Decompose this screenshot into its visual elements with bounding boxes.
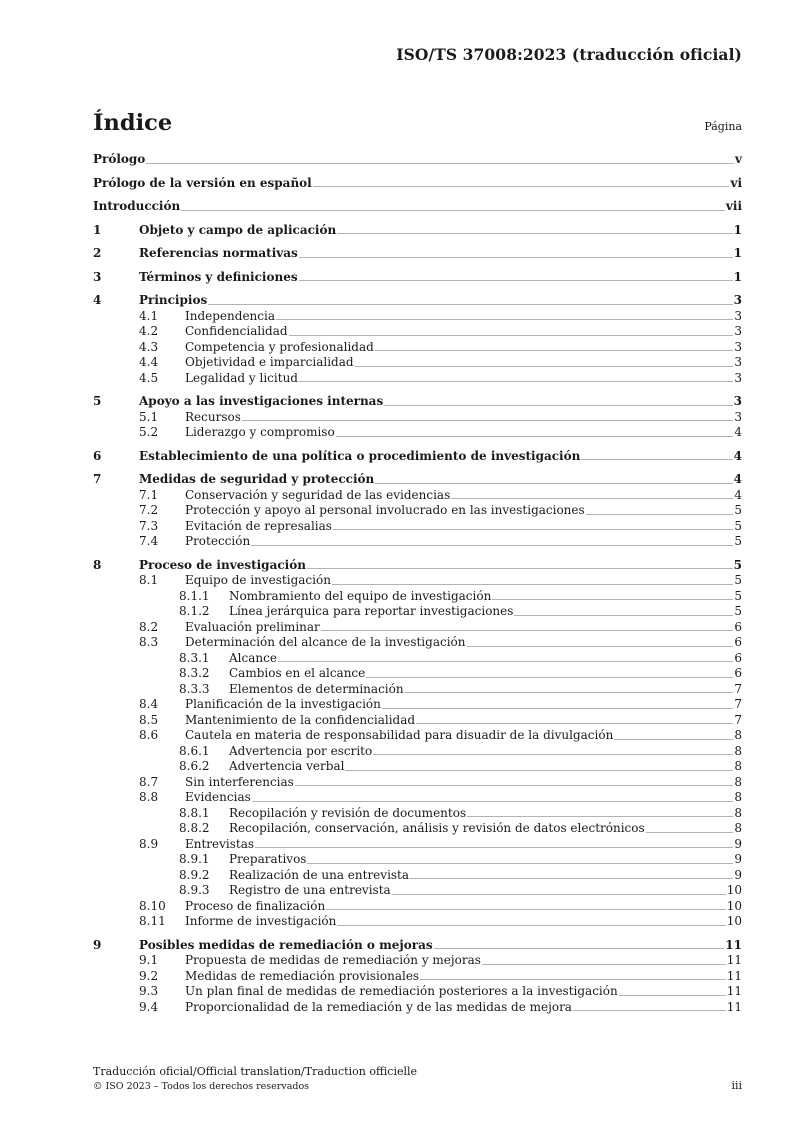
dot-leader: [614, 739, 733, 740]
toc-entry-number: 8.3.1: [179, 650, 210, 665]
toc-entry-number: 8.6.2: [179, 759, 210, 773]
dot-leader: [295, 785, 734, 786]
toc-entry-page: 5: [734, 604, 742, 618]
toc-entry-number: 4.2: [139, 324, 159, 338]
dot-leader: [255, 847, 733, 848]
toc-entry-page: 3: [734, 370, 742, 385]
toc-entry-title: Equipo de investigación: [185, 573, 331, 587]
toc-entry-title: Planificación de la investigación: [185, 697, 381, 711]
toc-entry-title: Un plan final de medidas de remediación posteriores a la investigación: [185, 984, 618, 998]
toc-entry-page: 5: [733, 557, 742, 572]
toc-entry-number: 7.1: [139, 487, 159, 502]
toc-entry-title: Evaluación preliminar: [185, 619, 320, 634]
dot-leader: [384, 405, 732, 406]
dot-leader: [307, 568, 733, 569]
toc-entry-page: 4: [733, 448, 742, 463]
dot-leader: [366, 677, 733, 678]
dot-leader: [146, 163, 734, 164]
dot-leader: [289, 335, 734, 336]
toc-entry-page: 4: [733, 472, 742, 486]
toc-entry-page: 11: [726, 999, 742, 1014]
toc-entry[interactable]: [93, 635, 742, 651]
toc-entry-title: Liderazgo y compromiso: [185, 425, 335, 439]
toc-entry[interactable]: [93, 394, 742, 410]
toc-entry[interactable]: [93, 969, 742, 985]
dot-leader: [299, 257, 733, 258]
toc-entry[interactable]: [93, 821, 742, 837]
toc-entry-page: 7: [734, 697, 742, 711]
toc-entry[interactable]: [93, 620, 742, 636]
toc-entry[interactable]: [93, 519, 742, 535]
dot-leader: [375, 350, 734, 351]
toc-entry-number: 1: [93, 222, 102, 237]
toc-spacer: [93, 215, 742, 223]
toc-entry[interactable]: [93, 790, 742, 806]
translation-note: Traducción oficial/Official translation/Traduction officielle: [93, 1065, 418, 1078]
toc-entry-title: Alcance: [229, 650, 277, 665]
toc-entry-title: Propuesta de medidas de remediación y mejoras: [185, 953, 481, 967]
dot-leader: [410, 878, 733, 879]
toc-entry-number: 8.2: [139, 619, 159, 634]
toc-entry-page: 9: [734, 867, 742, 882]
toc-entry[interactable]: [93, 775, 742, 791]
toc-entry-number: 8.6.1: [179, 743, 210, 758]
toc-entry[interactable]: [93, 899, 742, 915]
toc-entry-page: 10: [726, 883, 742, 897]
toc-entry-page: vii: [725, 199, 742, 213]
toc-entry-title: Objetividad e imparcialidad: [185, 355, 354, 369]
toc-entry[interactable]: [93, 604, 742, 620]
toc-entry-page: 8: [734, 821, 742, 835]
toc-entry-page: 3: [734, 308, 742, 323]
toc-entry-number: 8.8.2: [179, 821, 210, 835]
dot-leader: [326, 909, 726, 910]
toc-entry-title: Confidencialidad: [185, 324, 288, 338]
toc-entry-page: 7: [734, 712, 742, 727]
toc-spacer: [93, 930, 742, 938]
dot-leader: [451, 498, 733, 499]
dot-leader: [382, 708, 734, 709]
toc-entry-title: Apoyo a las investigaciones internas: [139, 394, 384, 408]
toc-entry-page: 1: [733, 246, 742, 260]
toc-entry-number: 2: [93, 246, 102, 260]
toc-entry-number: 8: [93, 557, 102, 572]
toc-spacer: [93, 550, 742, 558]
footer: [93, 1064, 417, 1094]
toc-entry-page: 8: [734, 805, 742, 820]
toc-entry-number: 8.1.2: [179, 604, 210, 618]
toc-entry[interactable]: [93, 759, 742, 775]
dot-leader: [375, 483, 732, 484]
toc-entry[interactable]: [93, 293, 742, 309]
toc-entry-title: Competencia y profesionalidad: [185, 339, 374, 354]
toc-entry-page: 1: [733, 222, 742, 237]
toc-entry-page: 11: [726, 984, 742, 998]
toc-entry[interactable]: [93, 713, 742, 729]
toc-entry[interactable]: [93, 914, 742, 930]
dot-leader: [299, 381, 733, 382]
toc-entry[interactable]: [93, 425, 742, 441]
toc-entry-title: Sin interferencias: [185, 774, 294, 789]
toc-entry-number: 8.10: [139, 898, 166, 913]
dot-leader: [392, 894, 726, 895]
toc-entry-number: 5.2: [139, 425, 159, 439]
toc-entry-title: Preparativos: [229, 852, 307, 866]
toc-entry[interactable]: [93, 651, 742, 667]
toc-entry-title: Proporcionalidad de la remediación y de las medidas de mejora: [185, 999, 572, 1014]
toc-entry-number: 7.4: [139, 534, 159, 548]
toc-spacer: [93, 285, 742, 293]
copyright-notice: © ISO 2023 – Todos los derechos reservados: [93, 1081, 310, 1092]
toc-entry-page: 3: [733, 394, 742, 408]
toc-entry-page: 7: [734, 681, 742, 696]
toc-entry-title: Realización de una entrevista: [229, 867, 410, 882]
toc-entry-title: Medidas de seguridad y protección: [139, 472, 375, 486]
toc-entry[interactable]: [93, 868, 742, 884]
toc-entry-title: Proceso de finalización: [185, 898, 326, 913]
toc-spacer: [93, 262, 742, 270]
toc-entry-title: Recopilación y revisión de documentos: [229, 805, 467, 820]
dot-leader: [181, 210, 725, 211]
toc-entry-page: 4: [734, 425, 742, 439]
toc-entry[interactable]: [93, 728, 742, 744]
toc-entry-number: 8.9: [139, 836, 159, 851]
dot-leader: [307, 863, 733, 864]
toc-entry-title: Cautela en materia de responsabilidad para disuadir de la divulgación: [185, 728, 614, 742]
toc-entry-number: 8.8: [139, 790, 159, 804]
dot-leader: [252, 801, 734, 802]
toc-entry-number: 8.11: [139, 914, 166, 928]
toc-entry-number: 4.1: [139, 308, 159, 323]
toc-spacer: [93, 238, 742, 246]
toc-entry[interactable]: [93, 270, 742, 286]
toc-entry-title: Protección y apoyo al personal involucrado en las investigaciones: [185, 503, 585, 517]
dot-leader: [416, 723, 733, 724]
toc-entry-title: Entrevistas: [185, 836, 255, 851]
toc-entry-page: 3: [734, 324, 742, 338]
page-title: Índice: [93, 110, 173, 136]
toc-entry[interactable]: [93, 176, 742, 192]
toc-entry-title: Principios: [139, 293, 208, 307]
dot-leader: [373, 754, 733, 755]
toc-entry-title: Referencias normativas: [139, 246, 298, 260]
toc-entry-page: 3: [734, 409, 742, 424]
toc-entry-title: Legalidad y licitud: [185, 370, 298, 385]
toc-entry-title: Prólogo: [93, 152, 146, 166]
dot-leader: [573, 1010, 726, 1011]
dot-leader: [434, 948, 725, 949]
dot-leader: [467, 646, 734, 647]
toc-entry-title: Recopilación, conservación, análisis y revisión de datos electrónicos: [229, 821, 645, 835]
toc-entry-number: 9.3: [139, 984, 159, 998]
dot-leader: [467, 816, 733, 817]
toc-entry-number: 9.4: [139, 999, 159, 1014]
dot-leader: [514, 615, 733, 616]
toc-entry-page: 6: [734, 650, 742, 665]
toc-entry-page: 5: [734, 573, 742, 587]
toc-entry-number: 8.9.1: [179, 852, 210, 866]
toc-entry[interactable]: [93, 589, 742, 605]
dot-leader: [482, 964, 726, 965]
toc-entry-title: Mantenimiento de la confidencialidad: [185, 712, 416, 727]
toc-entry-page: 10: [726, 898, 742, 913]
toc-entry[interactable]: [93, 324, 742, 340]
dot-leader: [321, 630, 734, 631]
toc-entry-title: Recursos: [185, 409, 241, 424]
toc-entry-number: 8.9.2: [179, 867, 210, 882]
toc-entry-title: Proceso de investigación: [139, 557, 306, 572]
toc-entry[interactable]: [93, 682, 742, 698]
toc-entry-title: Introducción: [93, 199, 181, 213]
document-header: ISO/TS 37008:2023 (traducción oficial): [396, 45, 742, 64]
toc-entry-page: 11: [725, 937, 742, 952]
toc-entry-number: 8.6: [139, 728, 159, 742]
toc-entry-title: Cambios en el alcance: [229, 666, 366, 680]
toc-entry[interactable]: [93, 837, 742, 853]
toc-entry[interactable]: [93, 410, 742, 426]
toc-entry-page: 8: [734, 774, 742, 789]
toc-entry-number: 8.9.3: [179, 883, 210, 897]
toc-entry-title: Evitación de represalias: [185, 518, 332, 533]
toc-spacer: [93, 191, 742, 199]
toc-entry[interactable]: [93, 558, 742, 574]
toc-entry-title: Términos y definiciones: [139, 269, 298, 284]
toc-entry[interactable]: [93, 340, 742, 356]
toc-entry-number: 4.4: [139, 355, 159, 369]
toc-entry-title: Establecimiento de una política o procedimiento de investigación: [139, 448, 581, 463]
toc-entry-page: v: [735, 152, 742, 166]
toc-entry-number: 9.2: [139, 968, 159, 983]
toc-entry-title: Independencia: [185, 308, 275, 323]
toc-entry-page: 6: [734, 635, 742, 649]
dot-leader: [420, 979, 726, 980]
toc-entry-page: 8: [734, 743, 742, 758]
toc-entry-page: 9: [734, 836, 742, 851]
toc-spacer: [93, 386, 742, 394]
toc-entry[interactable]: [93, 666, 742, 682]
dot-leader: [278, 661, 733, 662]
toc-entry-page: 3: [733, 293, 742, 307]
toc-entry[interactable]: [93, 223, 742, 239]
toc-entry-number: 8.3.3: [179, 681, 210, 696]
dot-leader: [492, 599, 733, 600]
dot-leader: [299, 280, 733, 281]
toc-entry-title: Nombramiento del equipo de investigación: [229, 588, 492, 603]
toc-entry[interactable]: [93, 472, 742, 488]
toc-entry-number: 6: [93, 448, 102, 463]
toc-entry[interactable]: [93, 371, 742, 387]
toc-entry[interactable]: [93, 573, 742, 589]
toc-entry-page: 11: [726, 968, 742, 983]
dot-leader: [332, 584, 733, 585]
toc-entry[interactable]: [93, 199, 742, 215]
toc-entry-number: 8.8.1: [179, 805, 210, 820]
dot-leader: [646, 832, 734, 833]
toc-entry-page: 8: [734, 759, 742, 773]
toc-entry-title: Medidas de remediación provisionales: [185, 968, 420, 983]
toc-entry[interactable]: [93, 309, 742, 325]
toc-entry-page: 5: [734, 588, 742, 603]
toc-entry[interactable]: [93, 246, 742, 262]
toc-entry-page: 6: [734, 666, 742, 680]
toc-entry[interactable]: [93, 744, 742, 760]
toc-entry[interactable]: [93, 449, 742, 465]
toc-entry-title: Advertencia por escrito: [229, 743, 373, 758]
dot-leader: [276, 319, 733, 320]
toc-entry[interactable]: [93, 883, 742, 899]
toc-entry-title: Conservación y seguridad de las evidencias: [185, 487, 451, 502]
toc-entry[interactable]: [93, 953, 742, 969]
toc-entry-title: Prólogo de la versión en español: [93, 175, 312, 190]
toc-entry[interactable]: [93, 488, 742, 504]
dot-leader: [336, 436, 734, 437]
toc-entry-number: 8.3: [139, 635, 159, 649]
toc-entry-title: Advertencia verbal: [229, 759, 345, 773]
toc-entry-page: 1: [733, 269, 742, 284]
toc-spacer: [93, 441, 742, 449]
dot-leader: [333, 529, 733, 530]
dot-leader: [208, 304, 732, 305]
dot-leader: [251, 545, 733, 546]
toc-entry-number: 7.3: [139, 518, 159, 533]
toc-entry-number: 7: [93, 472, 102, 486]
toc-entry-number: 8.7: [139, 774, 159, 789]
toc-entry[interactable]: [93, 806, 742, 822]
dot-leader: [586, 514, 734, 515]
toc-entry-number: 4.5: [139, 370, 159, 385]
toc-entry-page: 8: [734, 728, 742, 742]
page-number: iii: [731, 1079, 742, 1092]
toc-entry-page: 9: [734, 852, 742, 866]
toc-entry[interactable]: [93, 355, 742, 371]
toc-entry-page: vi: [730, 175, 742, 190]
toc-entry-page: 5: [734, 503, 742, 517]
toc-entry-number: 8.5: [139, 712, 159, 727]
toc-entry-title: Determinación del alcance de la investigación: [185, 635, 466, 649]
dot-leader: [337, 925, 725, 926]
toc-entry-number: 8.3.2: [179, 666, 210, 680]
toc-entry-number: 4: [93, 293, 102, 307]
dot-leader: [355, 366, 734, 367]
toc-entry-number: 7.2: [139, 503, 159, 517]
dot-leader: [313, 186, 730, 187]
toc-entry-number: 8.1: [139, 573, 159, 587]
toc-entry-page: 8: [734, 790, 742, 804]
dot-leader: [581, 459, 732, 460]
toc-entry-title: Informe de investigación: [185, 914, 337, 928]
table-of-contents: [93, 152, 742, 1015]
toc-entry-title: Posibles medidas de remediación o mejoras: [139, 937, 433, 952]
toc-entry-number: 8.1.1: [179, 588, 210, 603]
toc-entry-page: 11: [726, 953, 742, 967]
toc-entry-page: 3: [734, 355, 742, 369]
toc-entry-title: Elementos de determinación: [229, 681, 404, 696]
dot-leader: [242, 420, 733, 421]
dot-leader: [405, 692, 734, 693]
toc-entry-page: 10: [726, 914, 742, 928]
toc-entry-title: Línea jerárquica para reportar investigaciones: [229, 604, 514, 618]
toc-entry-page: 5: [734, 518, 742, 533]
toc-entry-page: 3: [734, 339, 742, 354]
toc-entry[interactable]: [93, 152, 742, 168]
toc-entry-title: Objeto y campo de aplicación: [139, 222, 337, 237]
toc-entry-number: 9.1: [139, 953, 159, 967]
toc-entry-number: 8.4: [139, 697, 159, 711]
toc-spacer: [93, 168, 742, 176]
toc-entry[interactable]: [93, 984, 742, 1000]
dot-leader: [337, 233, 732, 234]
toc-entry[interactable]: [93, 1000, 742, 1016]
toc-entry-title: Registro de una entrevista: [229, 883, 391, 897]
toc-entry-page: 6: [734, 619, 742, 634]
toc-entry-title: Evidencias: [185, 790, 251, 804]
toc-entry-page: 5: [734, 534, 742, 548]
dot-leader: [619, 995, 726, 996]
dot-leader: [345, 770, 733, 771]
toc-entry-number: 5: [93, 394, 102, 408]
toc-entry-number: 4.3: [139, 339, 159, 354]
toc-entry[interactable]: [93, 852, 742, 868]
toc-entry-page: 4: [734, 487, 742, 502]
toc-entry-number: 3: [93, 269, 102, 284]
toc-entry[interactable]: [93, 938, 742, 954]
toc-entry[interactable]: [93, 503, 742, 519]
toc-spacer: [93, 464, 742, 472]
toc-entry[interactable]: [93, 534, 742, 550]
toc-entry-number: 5.1: [139, 409, 159, 424]
toc-entry[interactable]: [93, 697, 742, 713]
toc-entry-number: 9: [93, 937, 102, 952]
toc-entry-title: Protección: [185, 534, 251, 548]
page-column-label: Página: [704, 120, 742, 133]
